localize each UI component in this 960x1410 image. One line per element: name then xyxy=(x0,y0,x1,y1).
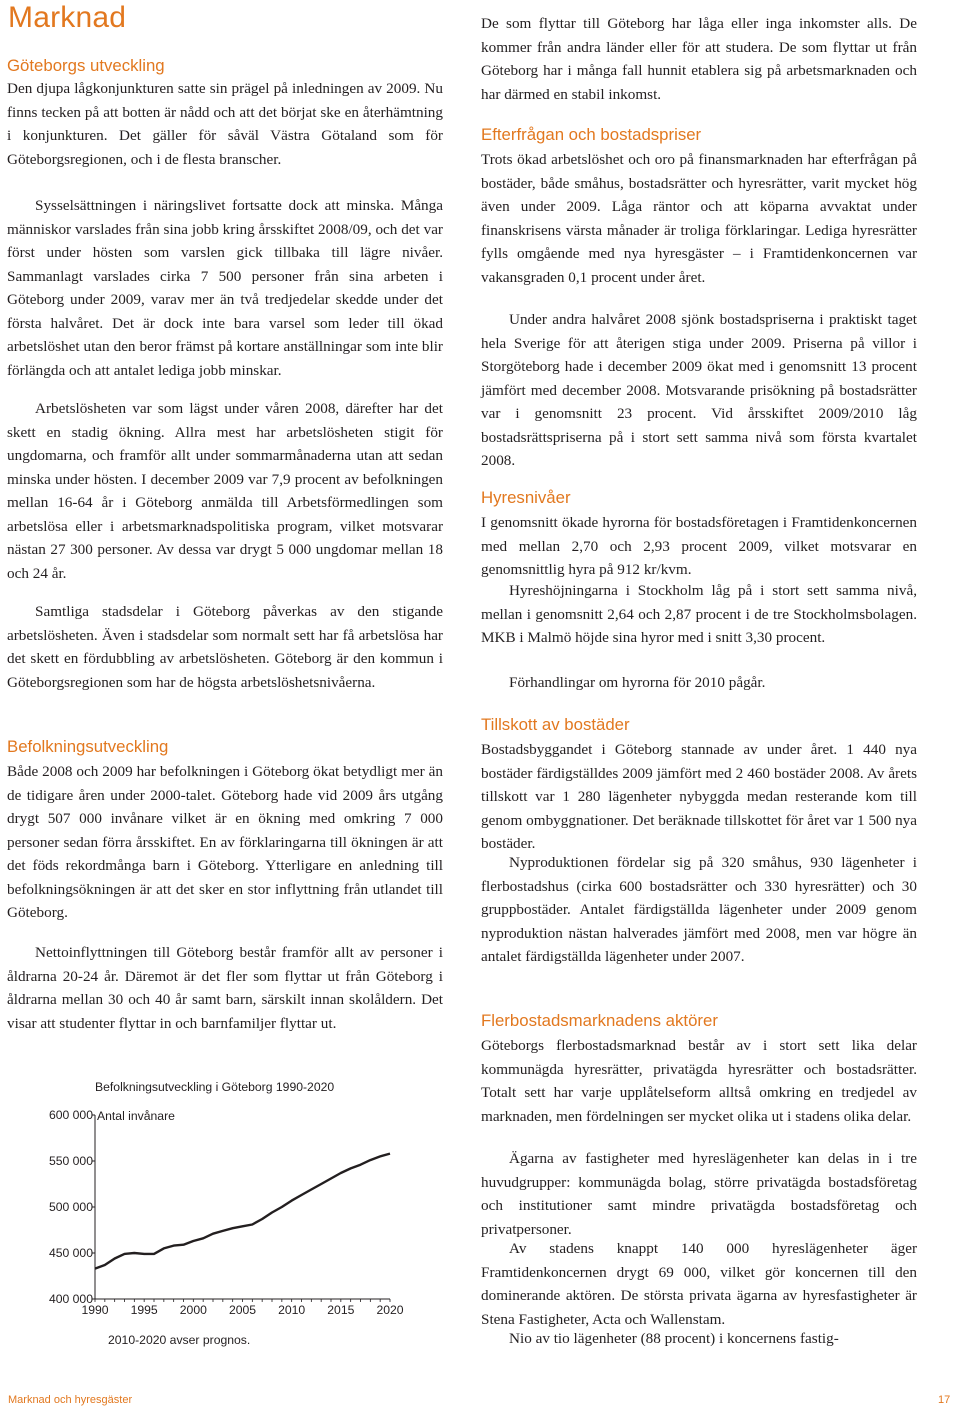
paragraph: De som flyttar till Göteborg har låga eller inga inkomster alls. De kommer från andra länder eller för att studera. De som flyttar ut från Göteborg har i många fall hunnit etablera sig på arbetsmarknaden och har därmed en stabil inkomst. xyxy=(481,15,917,103)
section-heading-goteborgs-utveckling: Göteborgs utveckling xyxy=(7,56,165,75)
paragraph: Förhandlingar om hyrorna för 2010 pågår. xyxy=(509,674,766,691)
chart-title: Befolkningsutveckling i Göteborg 1990-2020 xyxy=(95,1080,335,1094)
footer-label: Marknad och hyresgäster xyxy=(8,1394,133,1406)
chart-ylabel: Antal invånare xyxy=(97,1109,175,1123)
x-tick-label: 1990 xyxy=(81,1303,109,1317)
section-heading-efterfragan: Efterfrågan och bostadspriser xyxy=(481,125,702,144)
paragraph: Nyproduktionen fördelar sig på 320 småhus, 930 lägenheter i flerbostadshus (cirka 600 bostadsrätter och 330 hyresrätter) och 30 gruppbostäder. Antalet färdigställda lägenheter under 2009 genom nyproduktion nästan halverades jämfört med 2008, men var högre än antalet färdigställda lägenheter under 2007. xyxy=(481,854,917,965)
paragraph: Samtliga stadsdelar i Göteborg påverkas av den stigande arbetslösheten. Även i stadsdelar som normalt sett har få arbetslösa har det skett en fördubbling av arbetslösheten. Göteborg är den kommun i Göteborgsregionen som har de högsta arbetslöshetsnivåerna. xyxy=(7,603,443,691)
x-tick-label: 2000 xyxy=(179,1303,207,1317)
paragraph: Nio av tio lägenheter (88 procent) i koncernens fastig- xyxy=(509,1330,839,1347)
x-tick-label: 2015 xyxy=(327,1303,355,1317)
paragraph: Ägarna av fastigheter med hyreslägenheter kan delas in i tre huvudgrupper: kommunägda bolag, större privatägda bostadsföretag och institutioner samt mindre privatägda bostadsföretag och privatpersoner. xyxy=(481,1150,917,1238)
paragraph: Av stadens knappt 140 000 hyreslägenheter äger Framtidenkoncernen drygt 69 000, vilket gör koncernen till den dominerande aktören. De största privata ägarna av hyresfastigheter är Stena Fastigheter, Acta och Wallenstam. xyxy=(481,1240,917,1328)
y-tick-label: 400 000 xyxy=(48,1292,93,1306)
y-tick-label: 550 000 xyxy=(48,1154,93,1168)
x-tick-label: 2010 xyxy=(278,1303,306,1317)
paragraph: Nettoinflyttningen till Göteborg består framför allt av personer i åldrarna 20-24 år. Däremot är det fler som flyttar ut från Göteborg i åldrarna mellan 30 och 40 år samt barn, särskilt innan skolåldern. Det visar att studenter flyttar in och barnfamiljer flyttar ut. xyxy=(7,944,443,1032)
paragraph: Trots ökad arbetslöshet och oro på finansmarknaden har efterfrågan på bostäder, både småhus, bostadsrätter och hyresrätter, varit mycket hög även under 2009. Låga räntor och att köparna avvaktat under finanskrisens värsta månader är troliga förklaringar. Lediga hyresrätter fylls omgående med nya hyresgäster – i Framtidenkoncernen var vakansgraden 0,1 procent under året. xyxy=(481,151,917,286)
section-heading-flerbostad: Flerbostadsmarknadens aktörer xyxy=(481,1011,718,1030)
paragraph: Göteborgs flerbostadsmarknad består av i stort sett lika delar kommunägda hyresrätter, privatägda hyresrätter och bostadsrätter. Totalt sett har varje upplåtelseform alltså omkring en tredjedel av marknaden, men fördelningen ser mycket olika ut i stadens olika delar. xyxy=(481,1037,917,1125)
paragraph: Hyreshöjningarna i Stockholm låg på i stort sett samma nivå, mellan i genomsnitt 2,64 och 2,87 procent i de tre Stockholmsbolagen. MKB i Malmö höjde sina hyror med i snitt 3,30 procent. xyxy=(481,582,917,646)
x-tick-label: 1995 xyxy=(130,1303,158,1317)
series-line xyxy=(95,1154,390,1269)
chart-note: 2010-2020 avser prognos. xyxy=(108,1333,251,1347)
section-heading-befolkningsutveckling: Befolkningsutveckling xyxy=(7,737,169,756)
page-number: 17 xyxy=(938,1394,951,1406)
y-tick-label: 500 000 xyxy=(48,1200,93,1214)
x-tick-label: 2005 xyxy=(228,1303,257,1317)
paragraph: Sysselsättningen i näringslivet fortsatte dock att minska. Många människor varslades från sina jobb kring årsskiftet 2008/09, och det var först under hösten som varslen gick tillbaka till lägre nivåer. Sammanlagt varslades cirka 7 500 personer från sina arbeten i Göteborg under 2009, varav mer än två tredjedelar skedde under det första halvåret. Det är dock inte bara varsel som leder till ökad arbetslöshet utan den beror främst på kortare anställningar som inte blir förlängda och att antalet lediga jobb minskar. xyxy=(7,197,443,379)
section-heading-tillskott: Tillskott av bostäder xyxy=(481,715,630,734)
paragraph: Arbetslösheten var som lägst under våren 2008, därefter har det skett en stadig ökning. Allra mest har arbetslösheten stigit för ungdomarna, och framför allt under sommarmånaderna utan att sedan minska under hösten. I december 2009 var 7,9 procent av befolkningen mellan 16-64 år i Göteborg anmälda till Arbetsförmedlingen som arbetslösa eller i arbetsmarknadspolitiska program, vilket motsvarar nästan 27 300 personer. Av dessa var drygt 5 000 ungdomar mellan 18 och 24 år. xyxy=(7,400,443,582)
paragraph: Bostadsbyggandet i Göteborg stannade av under året. 1 440 nya bostäder färdigställdes 2009 jämfört med 2 460 bostäder 2008. Av årets tillskott var 1 280 lägenheter nybyggda medan resterande kom till genom ombyggnationer. Det beräknade tillskottet för året var 1 500 nya bostäder. xyxy=(481,741,917,852)
section-heading-hyresnivaer: Hyresnivåer xyxy=(481,488,571,507)
paragraph: Under andra halvåret 2008 sjönk bostadspriserna i praktiskt taget hela Sverige för att återigen stiga under 2009. Priserna på villor i Storgöteborg hade i december 2009 ökat med i genomsnitt 13 procent jämfört med december 2008. Motsvarande prisökning på bostadsrätter var i genomsnitt 23 procent. Vid årsskiftet 2009/2010 låg bostadsrättspriserna på i stort sett samma nivå som första kvartalet 2008. xyxy=(481,311,917,469)
x-tick-label: 2020 xyxy=(376,1303,404,1317)
y-tick-label: 600 000 xyxy=(48,1108,93,1122)
paragraph: Både 2008 och 2009 har befolkningen i Göteborg ökat betydligt mer än de tidigare åren under 2000-talet. Göteborg hade vid 2009 års utgång drygt 507 000 invånare vilket är en ökning med omkring 7 000 personer sedan förra årsskiftet. En av förklaringarna till ökningen är att det föds rekordmånga barn i Göteborg. Ytterligare en anledning till befolkningsökningen är att det sker en stor inflyttning från utlandet till Göteborg. xyxy=(7,763,443,921)
y-tick-label: 450 000 xyxy=(48,1246,93,1260)
paragraph: I genomsnitt ökade hyrorna för bostadsföretagen i Framtidenkoncernen med mellan 2,70 och 2,93 procent 2009, vilket motsvarar en genomsnittlig hyra på 912 kr/kvm. xyxy=(481,514,917,578)
page-title: Marknad xyxy=(8,1,127,34)
paragraph: Den djupa lågkonjunkturen satte sin prägel på inledningen av 2009. Nu finns tecken på att botten är nådd och att det börjat ske en återhämtning i konjunkturen. Det gäller för såväl Västra Götaland som för Göteborgsregionen, och i de flesta branscher. xyxy=(7,80,443,168)
